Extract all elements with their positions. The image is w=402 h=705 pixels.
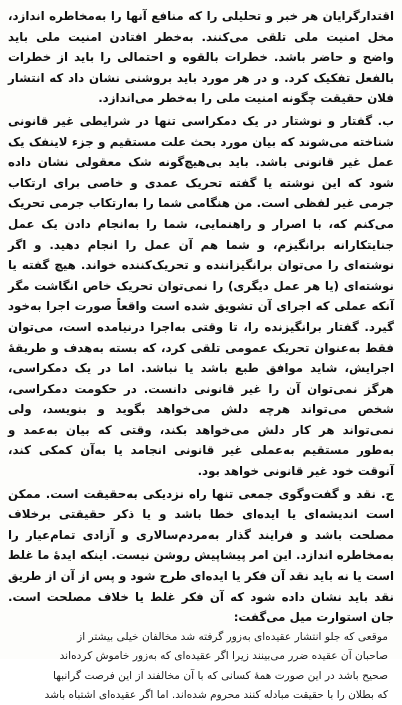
quote-line: صحیح باشد در این صورت همهٔ کسانی که با آن مخالفند از این فرصت گرانبها (53, 669, 388, 682)
paragraph-c: ج. نقد و گفت‌وگوی جمعی تنها راه نزدیکی به‌حقیقت است. ممکن است اندیشه‌ای یا ایده‌ای خطا باشد و یا ذکر حقیقتی برخلاف مصلحت باشد و فرایند گذار به‌مردم‌سالاری و آزادی تمام‌عیار را به‌مخاطره اندازد. این امر پیشاپیش روشن نیست. اینکه ایدهٔ ما غلط است یا نه باید نقد آن فکر یا ایده‌ای طرح شود و پس از آن از طریق نقد باید نشان داده شود که آن فکر غلط یا خلاف مصلحت است. جان استوارت میل می‌گفت: (8, 486, 394, 625)
block-quote (8, 628, 394, 705)
paragraph-b: ب. گفتار و نوشتار در یک دمکراسی تنها در شرایطی غیر قانونی شناخته می‌شوند که بیان مورد بحث علت مستقیم و جزء لاینفک یک عمل غیر قانونی باشد. باید بی‌هیچ‌گونه شک معقولی نشان داده شود که این نوشته یا گفته تحریک عمدی و خاصی برای ارتکاب جرمی غیر لفظی است. من هنگامی شما را به‌ارتکاب جرمی تحریک می‌کنم که، با اصرار و راهنمایی، شما را به‌انجام دادن یک عمل جنایتکارانه برانگیزم، و شما هم آن عمل را انجام دهید. و اگر نوشته‌ای را می‌توان برانگیزاننده و تحریک‌کننده خواند. هیچ گفته یا نوشته‌ای (یا هر عمل دیگری) را نمی‌توان تحریک خاص انگاشت مگر آنکه عملی که اجرای آن تشویق شده است واقعاً صورت اجرا به‌خود گیرد. گفتار برانگیزنده را، تا وقتی به‌اجرا درنیامده است، می‌توان فقط به‌عنوان تحریک عمومی تلقی کرد، که بسته به‌هدف و طریقهٔ اجرایش، شاید موافق طبع باشد یا نباشد. اما در یک دمکراسی، هرگز نمی‌توان آن را غیر قانونی دانست. در حکومت دمکراسی، شخص می‌تواند هرچه دلش می‌خواهد بگوید و بنویسد، ولی نمی‌تواند هر کار دلش می‌خواهد بکند، وقتی که بیان به‌عمد و به‌طور مستقیم به‌عملی غیر قانونی انجامد یا به‌آن کمکی کند، آنوقت خود غیر قانونی خواهد بود. (8, 113, 394, 479)
quote-line: موقعی که جلو انتشار عقیده‌ای به‌زور گرفته شد مخالفان خیلی بیشتر از (77, 630, 388, 643)
paragraph-intro: اقتدارگرایان هر خبر و تحلیلی را که منافع آنها را به‌مخاطره اندازد، مخل امنیت ملی تلقی می‌کنند. به‌خطر افتادن امنیت ملی باید واضح و حاضر باشد. خطرات بالقوه و احتمالی را باید از خطرات بالفعل تفکیک کرد. و در هر مورد باید بروشنی نشان داد که انتشار فلان حقیقت چگونه امنیت ملی را به‌خطر می‌اندازد. (8, 9, 394, 106)
quote-line: صاحبان آن عقیده ضرر می‌بینند زیرا اگر عقیده‌ای که به‌زور خاموش کرده‌اند (59, 650, 388, 663)
quote-line: که بطلان را با حقیقت مبادله کنند محروم شده‌اند. اما اگر عقیده‌ای اشتباه باشد (44, 689, 388, 702)
